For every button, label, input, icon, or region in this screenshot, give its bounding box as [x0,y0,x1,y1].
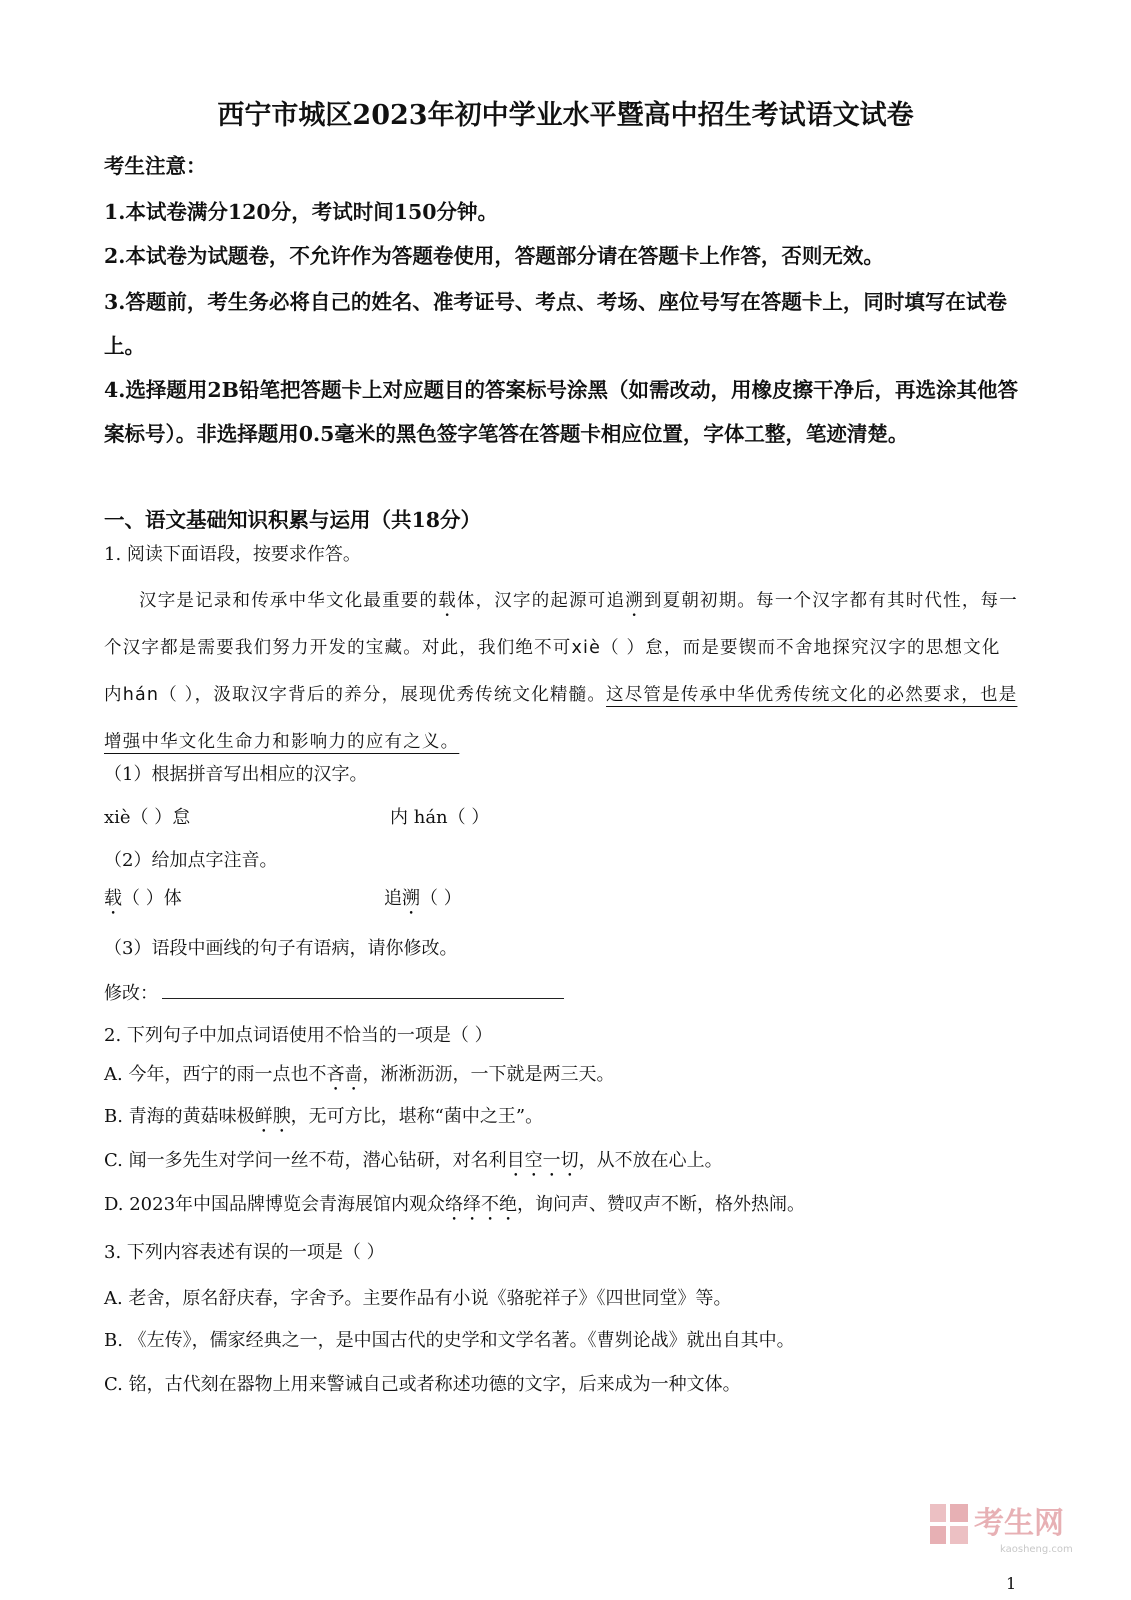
option-text: ，无可方比，堪称“菌中之王”。 [290,1106,544,1127]
option-d [104,1190,805,1225]
pinyin-blank-han: 内 hán（ ） [390,807,490,828]
notice-heading: 考生注意： [104,154,207,178]
option-b [104,1102,543,1137]
page-title: 西宁市城区2023年初中学业水平暨高中招生考试语文试卷 [217,100,914,131]
question-3-stem: 3. 下列内容表述有误的一项是（ ） [104,1242,385,1263]
dotted-char: 溯 [625,591,644,611]
option-b: B. 《左传》，儒家经典之一，是中国古代的史学和文学名著。《曹刿论战》就出自其中。 [104,1330,795,1351]
option-a: A. 老舍，原名舒庆春，字舍予。主要作品有小说《骆驼祥子》《四世同堂》等。 [104,1288,732,1309]
question-2-stem: 2. 下列句子中加点词语使用不恰当的一项是（ ） [104,1025,493,1046]
page-number: 1 [1006,1574,1017,1593]
notice-item: 1.本试卷满分120分，考试时间150分钟。 [104,200,498,224]
sub-question-1: （1）根据拼音写出相应的汉字。 [104,764,368,785]
notice-item: 3.答题前，考生务必将自己的姓名、准考证号、考点、考场、座位号写在答题卡上，同时填写在试卷上。 [104,290,1007,358]
blank-text: （ ）体 [122,888,182,909]
watermark [930,1500,1100,1548]
option-text: C. 闻一多先生对学问一丝不苟，潜心钻研，对名利 [104,1150,507,1171]
watermark-text: 考生网 [974,1506,1064,1541]
answer-line[interactable] [162,978,564,999]
sub-question-2: （2）给加点字注音。 [104,850,278,871]
option-text: ，从不放在心上。 [578,1150,723,1171]
dotted-char: 溯 [402,888,420,909]
dotted-word: 鲜腴 [254,1106,291,1127]
option-text: D. 2023年中国品牌博览会青海展馆内观众 [104,1194,446,1215]
blank-text: 追 [384,888,402,909]
dotted-word: 吝啬 [326,1064,363,1085]
option-c: C. 铭，古代刻在器物上用来警诫自己或者称述功德的文字，后来成为一种文体。 [104,1374,741,1395]
option-c [104,1146,723,1181]
watermark-subtext: kaosheng.com [1000,1544,1073,1555]
pinyin-blank-xie: xiè（ ）怠 [104,807,191,828]
option-text: ，淅淅沥沥，一下就是两三天。 [362,1064,615,1085]
dotted-char: 载 [104,888,122,909]
notice-item: 4.选择题用2B铅笔把答题卡上对应题目的答案标号涂黑（如需改动，用橡皮擦干净后，再选涂其他答案标号）。非选择题用0.5毫米的黑色签字笔答在答题卡相应位置，字体工整，笔迹清楚。 [104,378,1018,446]
dotted-word: 络绎不绝 [445,1194,518,1215]
dotted-char: 载 [438,591,457,611]
option-text: A. 今年，西宁的雨一点也不 [104,1064,327,1085]
watermark-logo-icon [930,1504,968,1544]
blank-text: （ ） [420,888,462,909]
phonetic-blank-zai [104,884,182,919]
option-text: B. 青海的黄菇味极 [104,1106,255,1127]
reading-passage [104,578,1018,766]
passage-text: 体，汉字的起源可追 [456,591,626,611]
sub-question-3: （3）语段中画线的句子有语病，请你修改。 [104,938,458,959]
phonetic-blank-su [384,884,462,919]
fix-answer-row [104,978,564,1009]
section-heading: 一、语文基础知识积累与运用（共18分） [104,508,482,532]
fix-label: 修改： [104,983,158,1004]
notice-item: 2.本试卷为试题卷，不允许作为答题卷使用，答题部分请在答题卡上作答，否则无效。 [104,244,884,268]
dotted-word: 目空一切 [506,1150,579,1171]
passage-text: 汉字是记录和传承中华文化最重要的 [139,591,439,611]
option-text: ，询问声、赞叹声不断，格外热闹。 [517,1194,806,1215]
question-1-stem: 1. 阅读下面语段，按要求作答。 [104,544,361,565]
underlined-sentence: 这尽管是传承中华优秀传统文化的必然要求，也是增强中华文化生命力和影响力的应有之义。 [104,685,1018,752]
passage-text: 到夏朝初期。每一个汉字都有其时代性，每一个汉字都是需要我们努力开发的宝藏。对此，我们绝不可xiè（ ）怠，而是要锲而不舍地探究汉字的思想文化内hán（ ），汲取汉字背后的养分，展现优秀传统文化精髓。 [104,591,1018,705]
option-a [104,1060,614,1095]
